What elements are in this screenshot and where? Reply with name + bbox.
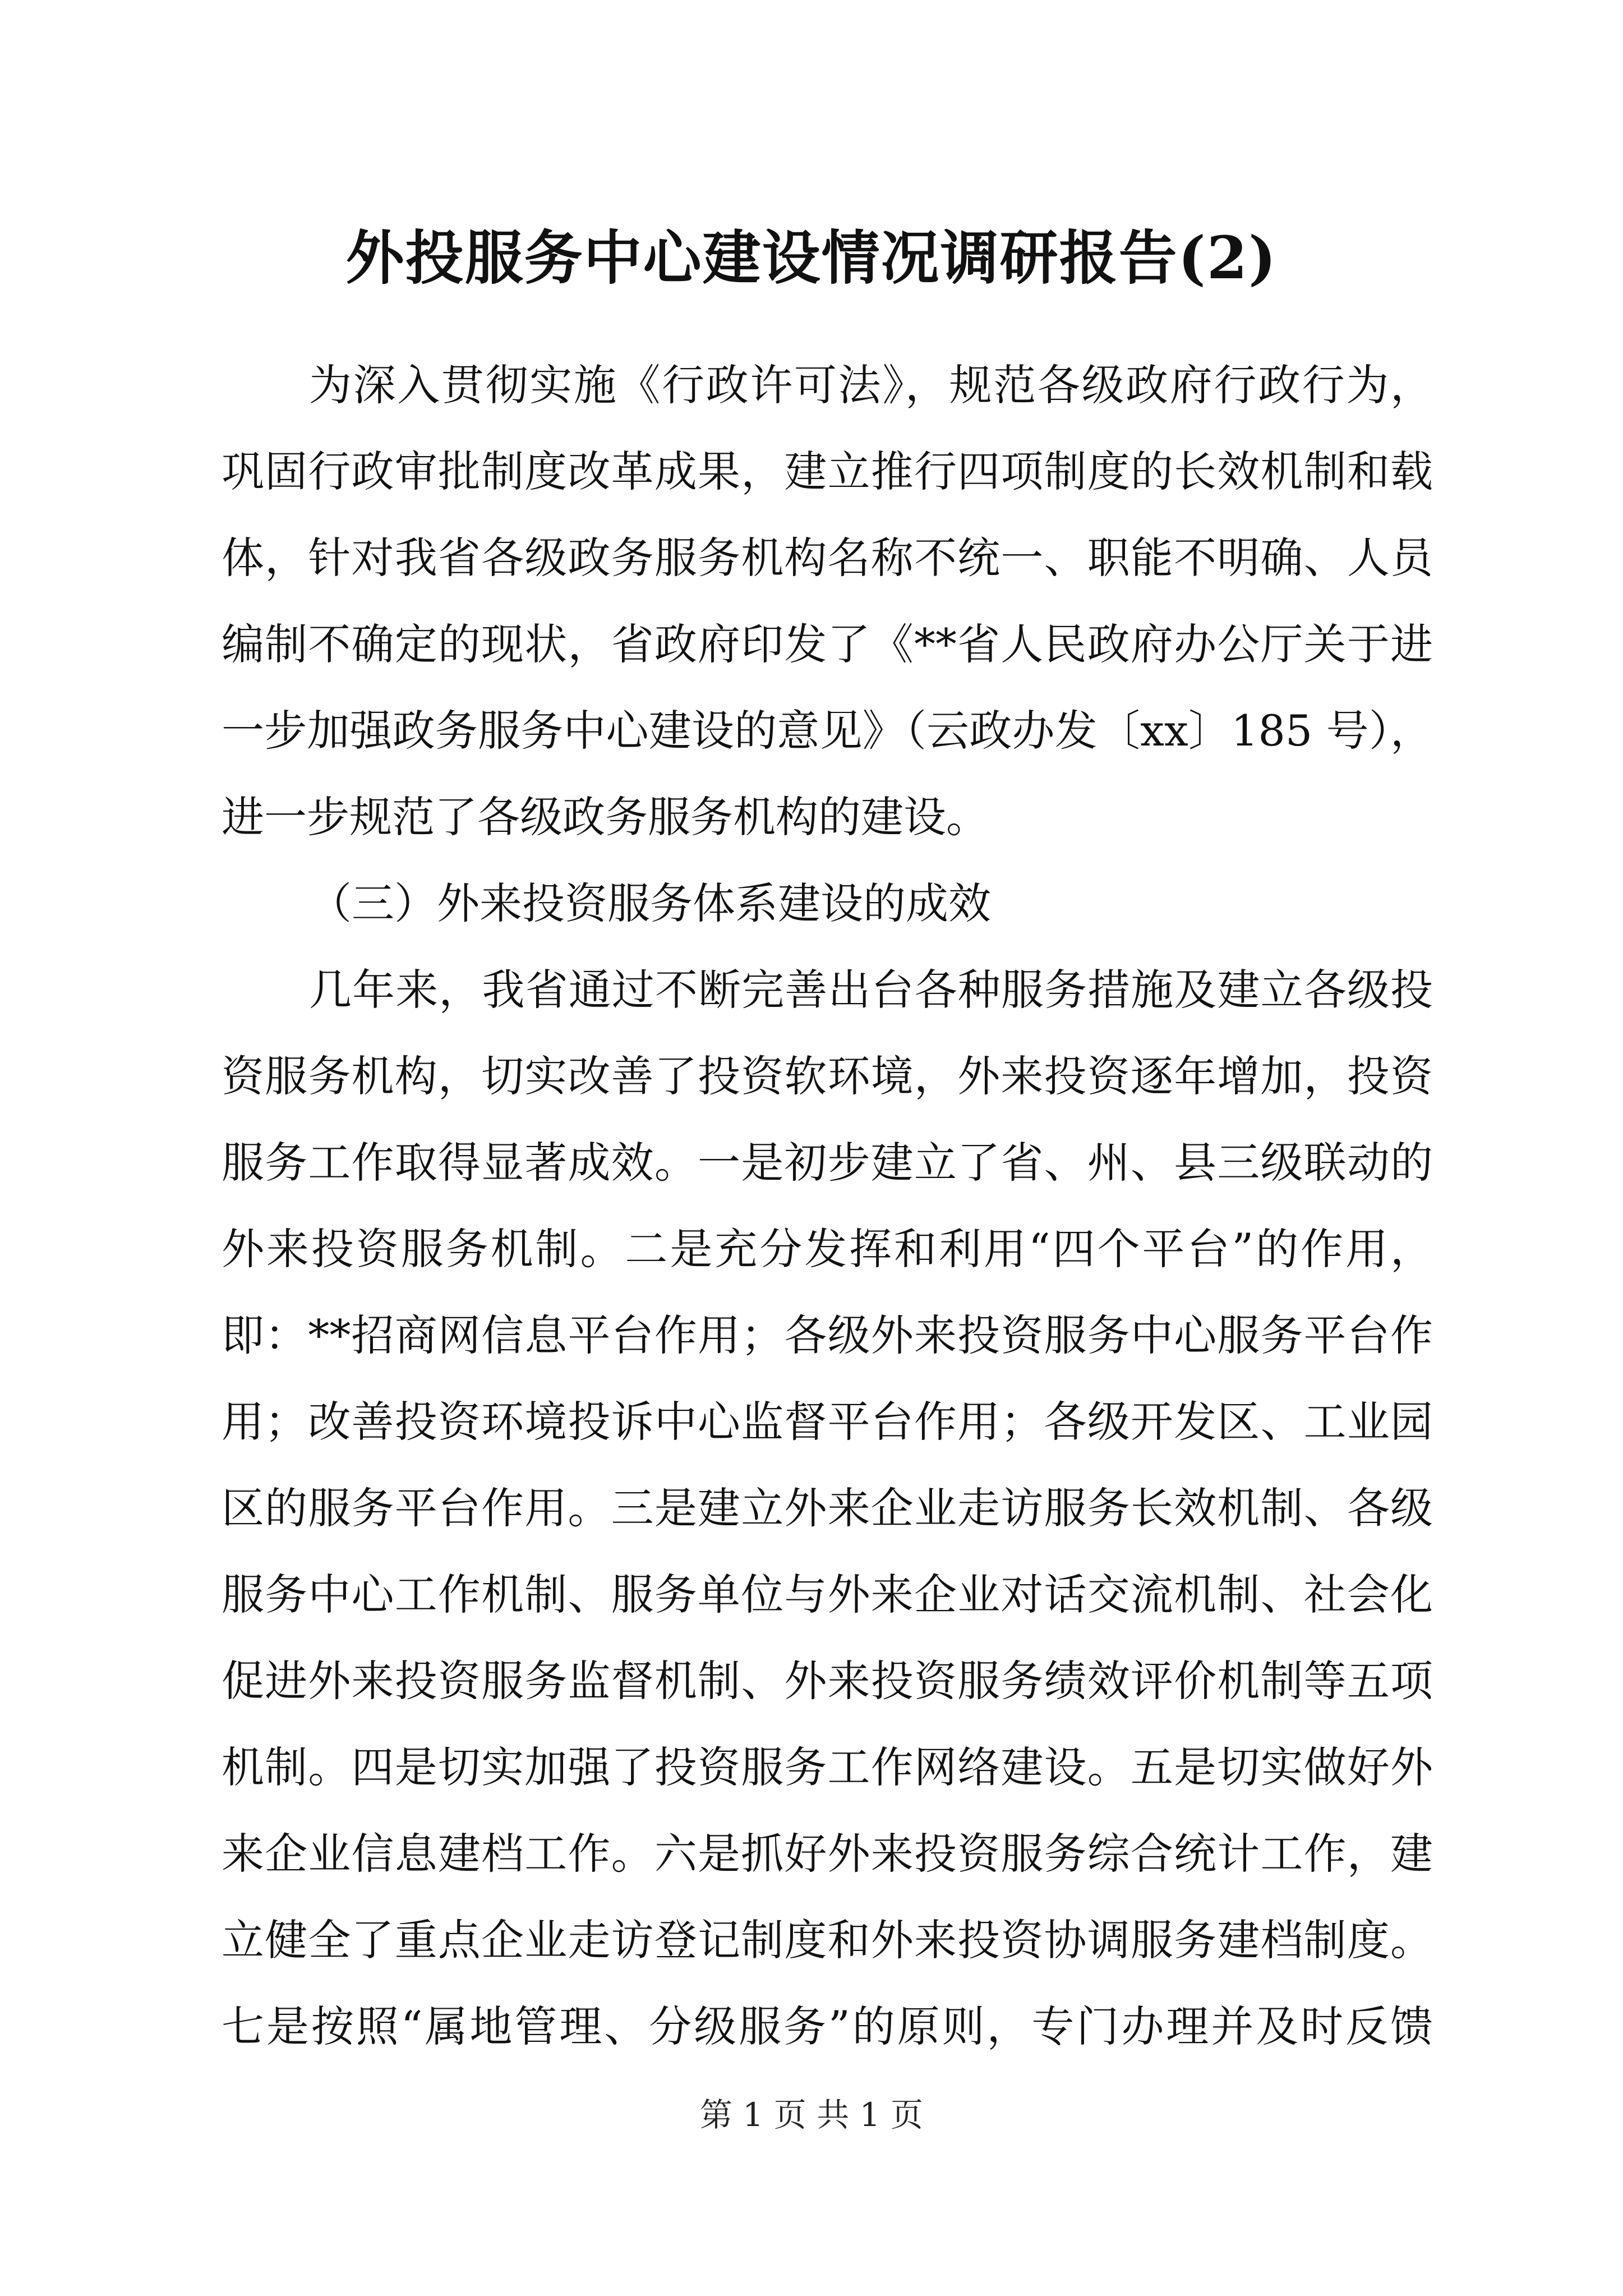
paragraph-1-line-1: 为深入贯彻实施《行政许可法》，规范各级政府行政行为，: [309, 360, 1433, 410]
paragraph-1-line-2: 巩固行政审批制度改革成果，建立推行四项制度的长效机制和载: [222, 447, 1433, 496]
document-title: 外投服务中心建设情况调研报告(2): [345, 223, 1278, 292]
paragraph-3-line-6: 用；改善投资环境投诉中心监督平台作用；各级开发区、工业园: [222, 1397, 1433, 1447]
paragraph-1-line-5: 一步加强政务服务中心建设的意见》（云政办发〔xx〕185 号），: [222, 706, 1433, 756]
paragraph-3-line-5: 即：**招商网信息平台作用；各级外来投资服务中心服务平台作: [222, 1310, 1433, 1360]
paragraph-3-line-3: 服务工作取得显著成效。一是初步建立了省、州、县三级联动的: [222, 1138, 1433, 1188]
paragraph-3-line-8: 服务中心工作机制、服务单位与外来企业对话交流机制、社会化: [222, 1570, 1433, 1619]
paragraph-3-line-12: 立健全了重点企业走访登记制度和外来投资协调服务建档制度。: [222, 1915, 1433, 1965]
paragraph-3-line-9: 促进外来投资服务监督机制、外来投资服务绩效评价机制等五项: [222, 1656, 1433, 1706]
section-heading: （三）外来投资服务体系建设的成效: [309, 878, 991, 928]
paragraph-1-line-6: 进一步规范了各级政务服务机构的建设。: [222, 792, 989, 842]
document-body: [222, 342, 1433, 2070]
paragraph-1-line-4: 编制不确定的现状，省政府印发了《**省人民政府办公厅关于进: [222, 619, 1433, 669]
paragraph-3-line-10: 机制。四是切实加强了投资服务工作网络建设。五是切实做好外: [222, 1742, 1433, 1792]
paragraph-3-line-4: 外来投资服务机制。二是充分发挥和利用“四个平台”的作用，: [222, 1224, 1433, 1274]
paragraph-1-line-3: 体，针对我省各级政务服务机构名称不统一、职能不明确、人员: [222, 533, 1433, 583]
paragraph-3-line-11: 来企业信息建档工作。六是抓好外来投资服务综合统计工作，建: [222, 1829, 1433, 1879]
paragraph-3-line-13: 七是按照“属地管理、分级服务”的原则，专门办理并及时反馈: [222, 2001, 1433, 2051]
page-number-footer: 第 1 页 共 1 页: [700, 2096, 923, 2134]
paragraph-3-line-7: 区的服务平台作用。三是建立外来企业走访服务长效机制、各级: [222, 1483, 1433, 1533]
paragraph-3-line-1: 几年来，我省通过不断完善出台各种服务措施及建立各级投: [309, 965, 1433, 1015]
paragraph-3-line-2: 资服务机构，切实改善了投资软环境，外来投资逐年增加，投资: [222, 1051, 1433, 1101]
